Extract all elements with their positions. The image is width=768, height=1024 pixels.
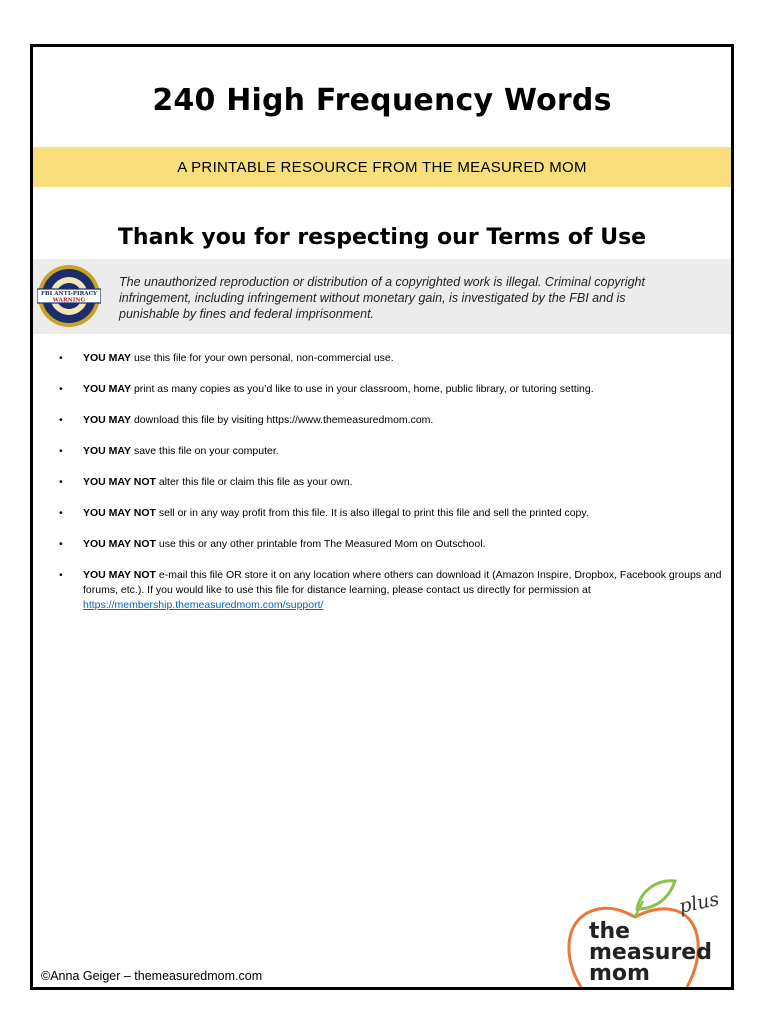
fbi-warning-box [33, 259, 731, 334]
svg-text:FBI ANTI-PIRACY: FBI ANTI-PIRACY [40, 291, 98, 297]
svg-text:mom: mom [589, 961, 650, 986]
list-item: • YOU MAY save this file on your computer. [59, 445, 279, 457]
terms-list [59, 351, 727, 629]
svg-text:plus: plus [677, 888, 722, 918]
page-frame [30, 44, 734, 990]
terms-heading: Thank you for respecting our Terms of Use [117, 225, 647, 250]
page-title: 240 High Frequency Words [152, 83, 612, 118]
list-item: • YOU MAY NOT use this or any other printable from The Measured Mom on Outschool. [59, 538, 486, 550]
support-link[interactable]: https://membership.themeasuredmom.com/support/ [83, 599, 324, 611]
list-item: • YOU MAY download this file by visiting https://www.themeasuredmom.com. [59, 414, 434, 426]
warning-text: The unauthorized reproduction or distribution of a copyrighted work is illegal. Criminal copyright infringement, including infringement without monetary gain, is investigated by the FBI and is punishable by fines and federal imprisonment. [119, 275, 645, 321]
leaf-icon [637, 881, 675, 909]
resource-banner [33, 147, 731, 187]
banner-text: A PRINTABLE RESOURCE FROM THE MEASURED MOM [177, 158, 587, 176]
list-item: • YOU MAY NOT e-mail this file OR store it on any location where others can download it (Amazon Inspire, Dropbox, Facebook groups and forums, etc.). If you would like to use this file for distance learning, please contact us directly for permission at https://membership.themeasuredmom.com/support/ [59, 569, 722, 611]
measured-mom-logo [559, 875, 729, 987]
list-item: • YOU MAY NOT sell or in any way profit from this file. It is also illegal to print this file and sell the printed copy. [59, 507, 589, 519]
svg-text:the: the [589, 919, 631, 944]
svg-text:measured: measured [589, 940, 712, 965]
list-item: • YOU MAY NOT alter this file or claim this file as your own. [59, 476, 353, 488]
list-item: • YOU MAY use this file for your own personal, non-commercial use. [59, 352, 394, 364]
list-item: • YOU MAY print as many copies as you’d like to use in your classroom, home, public library, or tutoring setting. [59, 383, 594, 395]
fbi-seal-icon [37, 264, 101, 328]
copyright-text: ©Anna Geiger – themeasuredmom.com [41, 969, 263, 983]
svg-text:WARNING: WARNING [52, 297, 86, 304]
